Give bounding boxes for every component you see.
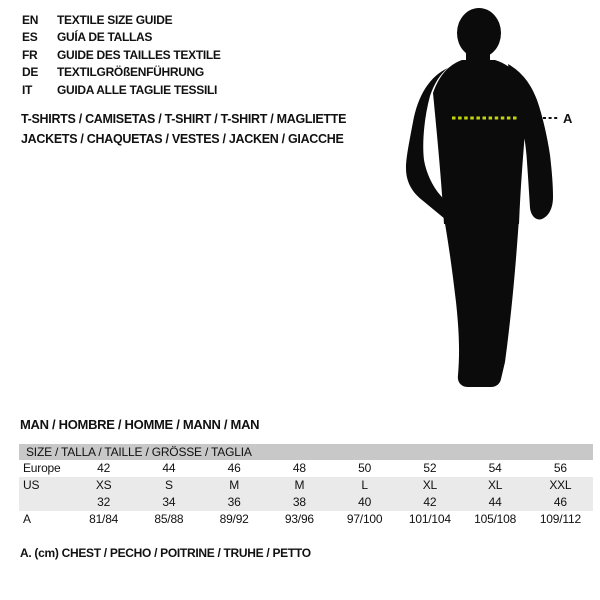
size-value: 52 — [423, 461, 437, 475]
row-label: US — [23, 478, 40, 492]
language-title: GUÍA DE TALLAS — [57, 30, 153, 45]
size-table — [19, 444, 593, 528]
man-silhouette-icon — [400, 0, 600, 410]
measure-label-a: A — [563, 111, 573, 126]
size-value: 97/100 — [346, 512, 383, 526]
language-code: ES — [22, 30, 38, 45]
size-value: XL — [422, 478, 438, 492]
language-title: TEXTILGRÖßENFÜHRUNG — [57, 65, 204, 80]
table-row-numeric — [19, 494, 593, 511]
size-value: 50 — [358, 461, 372, 475]
size-value: 44 — [488, 495, 502, 509]
size-value: 105/108 — [474, 512, 517, 526]
size-value: 81/84 — [89, 512, 119, 526]
size-value: 54 — [488, 461, 502, 475]
language-list — [22, 12, 221, 99]
chest-measure-footnote: A. (cm) CHEST / PECHO / POITRINE / TRUHE / PETTO — [20, 546, 311, 560]
size-value: XXL — [549, 478, 572, 492]
size-value: 42 — [97, 461, 111, 475]
category-jackets: JACKETS / CHAQUETAS / VESTES / JACKEN / GIACCHE — [21, 131, 344, 146]
language-row — [22, 12, 221, 29]
size-value: XS — [95, 478, 112, 492]
size-value: 101/104 — [408, 512, 451, 526]
language-code: EN — [22, 13, 39, 27]
language-code: FR — [22, 47, 38, 62]
size-value: 38 — [292, 495, 306, 509]
language-code: DE — [22, 65, 39, 80]
size-value: L — [361, 478, 368, 492]
language-row — [22, 82, 221, 99]
table-row-us — [19, 477, 593, 494]
size-value: XL — [487, 478, 503, 492]
table-row-chest-a — [19, 511, 593, 528]
section-title-man: MAN / HOMBRE / HOMME / MANN / MAN — [20, 417, 260, 432]
size-value: 34 — [162, 495, 176, 509]
language-row — [22, 47, 221, 64]
row-label — [19, 494, 71, 511]
size-value: 56 — [553, 461, 567, 475]
man-silhouette-figure — [400, 0, 600, 410]
size-value: M — [229, 478, 240, 492]
language-title: GUIDE DES TAILLES TEXTILE — [57, 47, 221, 62]
row-label: Europe — [23, 461, 61, 475]
garment-categories — [21, 110, 346, 149]
size-value: 89/92 — [219, 512, 249, 526]
language-row — [22, 29, 221, 46]
language-row — [22, 64, 221, 81]
size-value: 109/112 — [539, 512, 581, 526]
language-title: TEXTILE SIZE GUIDE — [57, 13, 173, 27]
size-value: 40 — [358, 495, 372, 509]
table-row-europe — [19, 460, 593, 477]
size-value: 44 — [162, 461, 176, 475]
size-table-header: SIZE / TALLA / TAILLE / GRÖSSE / TAGLIA — [19, 444, 593, 460]
size-value: 85/88 — [154, 512, 184, 526]
category-tshirts: T-SHIRTS / CAMISETAS / T-SHIRT / T-SHIRT / MAGLIETTE — [21, 112, 347, 126]
language-title: GUIDA ALLE TAGLIE TESSILI — [57, 82, 218, 97]
row-label: A — [23, 512, 31, 526]
size-value: 32 — [97, 495, 111, 509]
size-value: 46 — [553, 495, 567, 509]
size-value: M — [294, 478, 305, 492]
size-value: S — [164, 478, 173, 492]
language-code: IT — [22, 82, 33, 97]
size-value: 36 — [227, 495, 241, 509]
size-value: 93/96 — [284, 512, 314, 526]
size-value: 42 — [423, 495, 437, 509]
size-value: 48 — [292, 461, 306, 475]
size-value: 46 — [227, 461, 241, 475]
